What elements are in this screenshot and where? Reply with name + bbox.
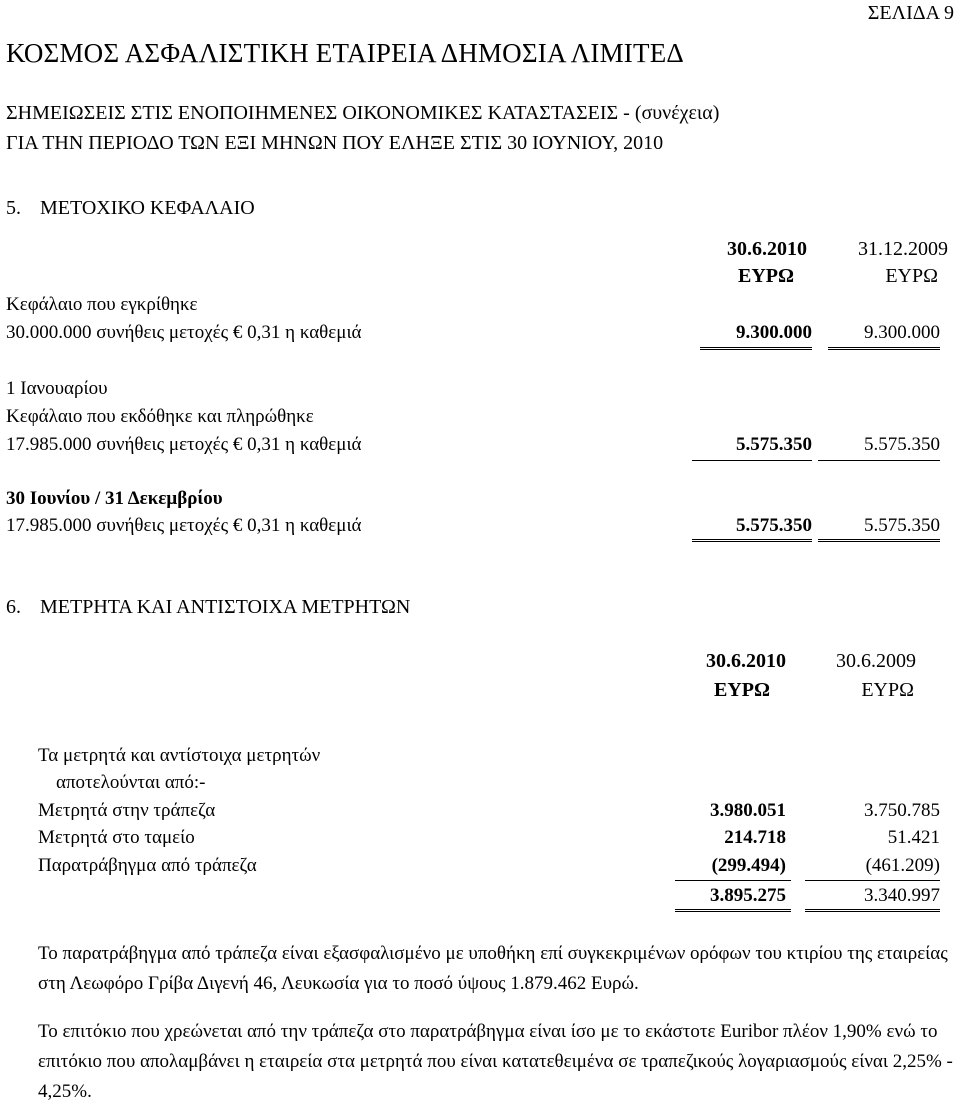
notes-title: ΣΗΜΕΙΩΣΕΙΣ ΣΤΙΣ ΕΝΟΠΟΙΗΜΕΝΕΣ ΟΙΚΟΝΟΜΙΚΕΣ ΚΑΤΑΣΤΑΣΕΙΣ - (συνέχεια) bbox=[6, 102, 720, 124]
s6-col1-date: 30.6.2010 bbox=[706, 650, 786, 672]
s6-col2-currency: ΕΥΡΩ bbox=[861, 679, 914, 701]
authorised-value-2010: 9.300.000 bbox=[736, 322, 812, 343]
cash-total-double-rule-2010 bbox=[675, 909, 791, 912]
issued-value-2009: 5.575.350 bbox=[864, 434, 940, 455]
cash-total-double-rule-2009 bbox=[805, 909, 940, 912]
period-end-value-2010: 5.575.350 bbox=[736, 515, 812, 536]
s6-col1-currency: ΕΥΡΩ bbox=[713, 679, 770, 701]
authorised-double-rule-2009 bbox=[828, 347, 940, 350]
period-end-heading: 30 Ιουνίου / 31 Δεκεμβρίου bbox=[6, 488, 223, 509]
cash-total-2010: 3.895.275 bbox=[710, 885, 786, 906]
issued-heading: Κεφάλαιο που εκδόθηκε και πληρώθηκε bbox=[6, 406, 314, 427]
issued-rule-2009 bbox=[818, 460, 940, 461]
overdraft-security-paragraph: Το παρατράβηγμα από τράπεζα είναι εξασφαλισμένο με υποθήκη επί συγκεκριμένων ορόφων του κτιρίου της εταιρείας στη Λεωφόρο Γρίβα Διγενή 46, Λευκωσία για το ποσό ύψους 1.879.462 Ευρώ. bbox=[38, 943, 948, 994]
cash-row-label: Παρατράβηγμα από τράπεζα bbox=[38, 855, 257, 876]
notes-period: ΓΙΑ ΤΗΝ ΠΕΡΙΟΔΟ ΤΩΝ ΕΞΙ ΜΗΝΩΝ ΠΟΥ ΕΛΗΞΕ ΣΤΙΣ 30 ΙΟΥΝΙΟΥ, 2010 bbox=[6, 132, 664, 154]
cash-row-value-2009: 3.750.785 bbox=[864, 800, 940, 821]
cash-intro-line2: αποτελούνται από:- bbox=[56, 772, 206, 793]
interest-rate-paragraph: Το επιτόκιο που χρεώνεται από την τράπεζα στο παρατράβηγμα είναι ίσο με το εκάστοτε Euribor πλέον 1,90% ενώ το επιτόκιο που απολαμβάνει η εταιρεία στα μετρητά που είναι κατατεθειμένα σε τραπεζικούς λογαριασμούς είναι 2,25% - 4,25%. bbox=[38, 1021, 953, 1102]
issued-value-2010: 5.575.350 bbox=[736, 434, 812, 455]
section-6-title: ΜΕΤΡΗΤΑ ΚΑΙ ΑΝΤΙΣΤΟΙΧΑ ΜΕΤΡΗΤΩΝ bbox=[40, 596, 411, 618]
s5-col1-date: 30.6.2010 bbox=[727, 238, 807, 260]
section-5-number: 5. bbox=[6, 197, 21, 219]
cash-row-value-2009: (461.209) bbox=[865, 855, 940, 876]
s5-col2-currency: ΕΥΡΩ bbox=[885, 265, 938, 287]
s5-col1-currency: ΕΥΡΩ bbox=[737, 265, 794, 287]
authorised-double-rule-2010 bbox=[700, 347, 812, 350]
issued-rule-2010 bbox=[692, 460, 812, 461]
cash-subtotal-rule-2009 bbox=[805, 880, 940, 881]
cash-row-label: Μετρητά στο ταμείο bbox=[38, 827, 195, 848]
cash-row-label: Μετρητά στην τράπεζα bbox=[38, 800, 216, 821]
issued-description: 17.985.000 συνήθεις μετοχές € 0,31 η καθεμιά bbox=[6, 434, 362, 455]
authorised-description: 30.000.000 συνήθεις μετοχές € 0,31 η καθεμιά bbox=[6, 322, 362, 343]
cash-row-value-2010: 214.718 bbox=[724, 827, 786, 848]
page-number: ΣΕΛΙΔΑ 9 bbox=[867, 2, 954, 24]
cash-row-value-2010: (299.494) bbox=[711, 855, 786, 876]
section-6-number: 6. bbox=[6, 596, 21, 618]
section-5-title: ΜΕΤΟΧΙΚΟ ΚΕΦΑΛΑΙΟ bbox=[40, 197, 255, 219]
period-end-value-2009: 5.575.350 bbox=[864, 515, 940, 536]
cash-intro-line1: Τα μετρητά και αντίστοιχα μετρητών bbox=[38, 745, 321, 766]
cash-total-2009: 3.340.997 bbox=[864, 885, 940, 906]
authorised-heading: Κεφάλαιο που εγκρίθηκε bbox=[6, 294, 198, 315]
s6-col2-date: 30.6.2009 bbox=[836, 650, 916, 672]
section-5-heading bbox=[6, 197, 255, 220]
section-6-heading bbox=[6, 596, 410, 619]
cash-row-value-2009: 51.421 bbox=[887, 827, 940, 848]
period-end-double-rule-2009 bbox=[818, 539, 940, 542]
period-end-description: 17.985.000 συνήθεις μετοχές € 0,31 η καθεμιά bbox=[6, 515, 362, 536]
january-heading: 1 Ιανουαρίου bbox=[6, 378, 108, 399]
company-name: ΚΟΣΜΟΣ ΑΣΦΑΛΙΣΤΙΚΗ ΕΤΑΙΡΕΙΑ ΔΗΜΟΣΙΑ ΛΙΜΙΤΕΔ bbox=[6, 38, 684, 68]
period-end-double-rule-2010 bbox=[692, 539, 812, 542]
authorised-value-2009: 9.300.000 bbox=[864, 322, 940, 343]
s5-col2-date: 31.12.2009 bbox=[858, 238, 948, 260]
cash-subtotal-rule-2010 bbox=[675, 880, 791, 881]
cash-row-value-2010: 3.980.051 bbox=[710, 800, 786, 821]
